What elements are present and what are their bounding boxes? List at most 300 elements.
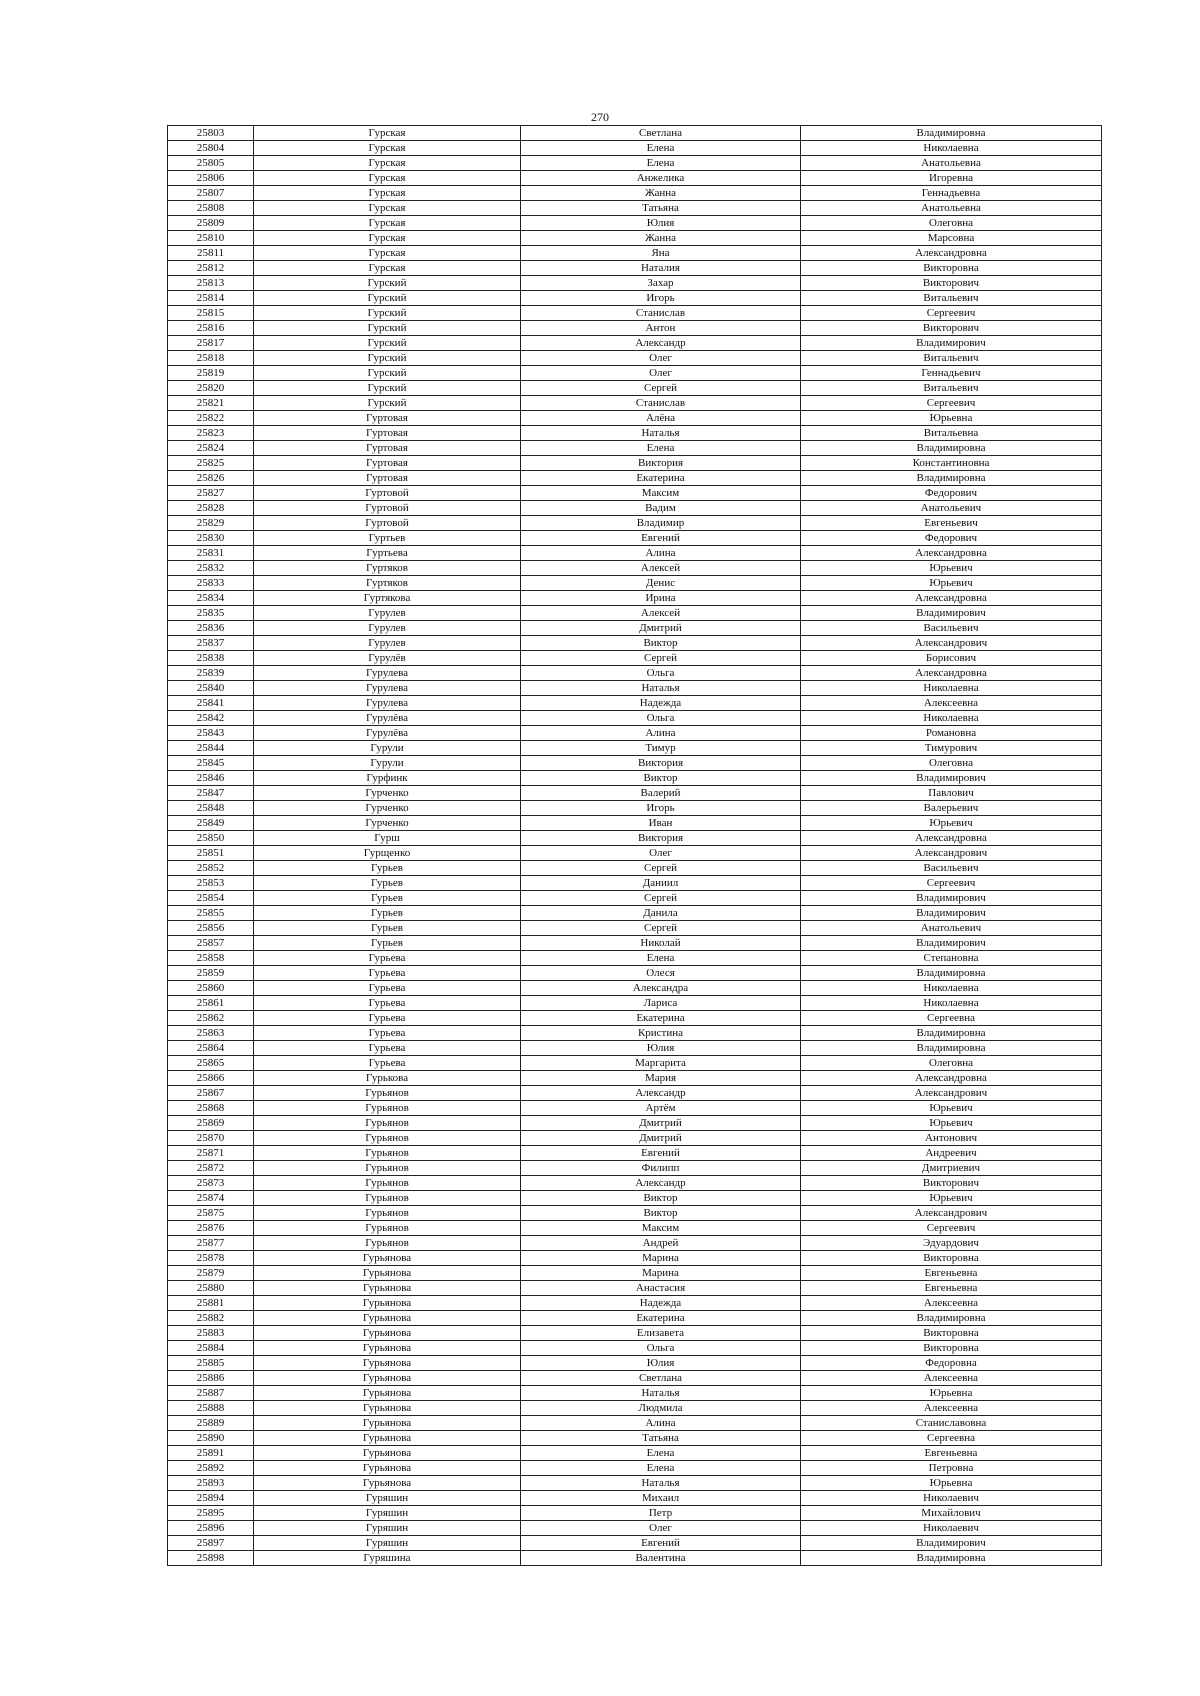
table-row: [168, 531, 1102, 546]
patronymic-cell: Сергеевич: [801, 396, 1102, 411]
table-row: [168, 816, 1102, 831]
table-row: [168, 201, 1102, 216]
surname-cell: Гурьева: [254, 966, 521, 981]
surname-cell: Гурулёва: [254, 711, 521, 726]
record-number-cell: 25854: [168, 891, 254, 906]
first-name-cell: Виктор: [521, 1191, 801, 1206]
table-row: [168, 711, 1102, 726]
first-name-cell: Олеся: [521, 966, 801, 981]
surname-cell: Гурская: [254, 261, 521, 276]
record-number-cell: 25803: [168, 126, 254, 141]
surname-cell: Гуртовая: [254, 441, 521, 456]
patronymic-cell: Александровна: [801, 546, 1102, 561]
table-row: [168, 921, 1102, 936]
patronymic-cell: Владимировна: [801, 471, 1102, 486]
first-name-cell: Олег: [521, 846, 801, 861]
patronymic-cell: Геннадьевич: [801, 366, 1102, 381]
first-name-cell: Валентина: [521, 1551, 801, 1566]
first-name-cell: Яна: [521, 246, 801, 261]
surname-cell: Гурьянов: [254, 1176, 521, 1191]
patronymic-cell: Юрьевна: [801, 1386, 1102, 1401]
record-number-cell: 25833: [168, 576, 254, 591]
surname-cell: Гуртовая: [254, 471, 521, 486]
record-number-cell: 25839: [168, 666, 254, 681]
surname-cell: Гурьева: [254, 996, 521, 1011]
patronymic-cell: Евгеньевна: [801, 1446, 1102, 1461]
first-name-cell: Олег: [521, 1521, 801, 1536]
surname-cell: Гурьянова: [254, 1296, 521, 1311]
table-row: [168, 261, 1102, 276]
first-name-cell: Данила: [521, 906, 801, 921]
surname-cell: Гурьянова: [254, 1446, 521, 1461]
record-number-cell: 25827: [168, 486, 254, 501]
first-name-cell: Алина: [521, 1416, 801, 1431]
patronymic-cell: Федоровна: [801, 1356, 1102, 1371]
first-name-cell: Андрей: [521, 1236, 801, 1251]
surname-cell: Гурулева: [254, 681, 521, 696]
patronymic-cell: Александровна: [801, 666, 1102, 681]
first-name-cell: Дмитрий: [521, 1116, 801, 1131]
table-row: [168, 1146, 1102, 1161]
record-number-cell: 25864: [168, 1041, 254, 1056]
first-name-cell: Светлана: [521, 1371, 801, 1386]
surname-cell: Гурфинк: [254, 771, 521, 786]
surname-cell: Гурская: [254, 141, 521, 156]
patronymic-cell: Николаевна: [801, 996, 1102, 1011]
patronymic-cell: Александровна: [801, 591, 1102, 606]
patronymic-cell: Степановна: [801, 951, 1102, 966]
patronymic-cell: Эдуардович: [801, 1236, 1102, 1251]
table-row: [168, 861, 1102, 876]
surname-cell: Гурули: [254, 756, 521, 771]
table-row: [168, 126, 1102, 141]
surname-cell: Гурьянов: [254, 1116, 521, 1131]
first-name-cell: Виктор: [521, 636, 801, 651]
table-row: [168, 216, 1102, 231]
first-name-cell: Даниил: [521, 876, 801, 891]
record-number-cell: 25892: [168, 1461, 254, 1476]
first-name-cell: Анжелика: [521, 171, 801, 186]
table-row: [168, 396, 1102, 411]
patronymic-cell: Александрович: [801, 846, 1102, 861]
record-number-cell: 25891: [168, 1446, 254, 1461]
table-row: [168, 1296, 1102, 1311]
surname-cell: Гуртовая: [254, 411, 521, 426]
record-number-cell: 25847: [168, 786, 254, 801]
surname-cell: Гурьянова: [254, 1266, 521, 1281]
record-number-cell: 25813: [168, 276, 254, 291]
patronymic-cell: Олеговна: [801, 216, 1102, 231]
surname-cell: Гурьев: [254, 906, 521, 921]
surname-cell: Гурьева: [254, 1041, 521, 1056]
record-number-cell: 25837: [168, 636, 254, 651]
first-name-cell: Александр: [521, 1086, 801, 1101]
record-number-cell: 25867: [168, 1086, 254, 1101]
surname-cell: Гурская: [254, 246, 521, 261]
table-row: [168, 1071, 1102, 1086]
surname-cell: Гурский: [254, 336, 521, 351]
patronymic-cell: Марсовна: [801, 231, 1102, 246]
record-number-cell: 25889: [168, 1416, 254, 1431]
patronymic-cell: Николаевна: [801, 681, 1102, 696]
first-name-cell: Виктор: [521, 1206, 801, 1221]
patronymic-cell: Юрьевич: [801, 1101, 1102, 1116]
surname-cell: Гурьянова: [254, 1251, 521, 1266]
first-name-cell: Станислав: [521, 396, 801, 411]
surname-cell: Гурьева: [254, 1056, 521, 1071]
patronymic-cell: Юрьевич: [801, 1191, 1102, 1206]
first-name-cell: Виктория: [521, 831, 801, 846]
patronymic-cell: Юрьевна: [801, 1476, 1102, 1491]
surname-cell: Гурьянова: [254, 1281, 521, 1296]
record-number-cell: 25840: [168, 681, 254, 696]
surname-cell: Гурулев: [254, 636, 521, 651]
record-number-cell: 25898: [168, 1551, 254, 1566]
table-row: [168, 561, 1102, 576]
patronymic-cell: Владимирович: [801, 1536, 1102, 1551]
first-name-cell: Сергей: [521, 861, 801, 876]
record-number-cell: 25842: [168, 711, 254, 726]
patronymic-cell: Александровна: [801, 831, 1102, 846]
first-name-cell: Александра: [521, 981, 801, 996]
record-number-cell: 25809: [168, 216, 254, 231]
table-row: [168, 726, 1102, 741]
surname-cell: Гурьянова: [254, 1416, 521, 1431]
first-name-cell: Михаил: [521, 1491, 801, 1506]
record-number-cell: 25869: [168, 1116, 254, 1131]
record-number-cell: 25886: [168, 1371, 254, 1386]
record-number-cell: 25817: [168, 336, 254, 351]
patronymic-cell: Александровна: [801, 246, 1102, 261]
patronymic-cell: Сергеевич: [801, 306, 1102, 321]
patronymic-cell: Александрович: [801, 636, 1102, 651]
surname-cell: Гурьев: [254, 891, 521, 906]
surname-cell: Гурьянов: [254, 1131, 521, 1146]
record-number-cell: 25857: [168, 936, 254, 951]
patronymic-cell: Игоревна: [801, 171, 1102, 186]
patronymic-cell: Владимировна: [801, 1026, 1102, 1041]
record-number-cell: 25841: [168, 696, 254, 711]
first-name-cell: Юлия: [521, 1041, 801, 1056]
surname-cell: Гурьева: [254, 951, 521, 966]
patronymic-cell: Витальевич: [801, 351, 1102, 366]
first-name-cell: Людмила: [521, 1401, 801, 1416]
record-number-cell: 25863: [168, 1026, 254, 1041]
table-row: [168, 876, 1102, 891]
patronymic-cell: Дмитриевич: [801, 1161, 1102, 1176]
table-row: [168, 381, 1102, 396]
table-row: [168, 411, 1102, 426]
first-name-cell: Елена: [521, 951, 801, 966]
table-row: [168, 831, 1102, 846]
record-number-cell: 25831: [168, 546, 254, 561]
table-row: [168, 171, 1102, 186]
table-row: [168, 366, 1102, 381]
surname-cell: Гурская: [254, 156, 521, 171]
patronymic-cell: Николаевич: [801, 1521, 1102, 1536]
surname-cell: Гурьянов: [254, 1221, 521, 1236]
table-row: [168, 486, 1102, 501]
record-number-cell: 25896: [168, 1521, 254, 1536]
patronymic-cell: Николаевна: [801, 981, 1102, 996]
first-name-cell: Валерий: [521, 786, 801, 801]
record-number-cell: 25820: [168, 381, 254, 396]
surname-cell: Гурьянов: [254, 1161, 521, 1176]
patronymic-cell: Викторович: [801, 1176, 1102, 1191]
record-number-cell: 25895: [168, 1506, 254, 1521]
surname-cell: Гурьянов: [254, 1101, 521, 1116]
patronymic-cell: Евгеньевна: [801, 1281, 1102, 1296]
surname-cell: Гуртяков: [254, 576, 521, 591]
record-number-cell: 25849: [168, 816, 254, 831]
first-name-cell: Жанна: [521, 231, 801, 246]
record-number-cell: 25858: [168, 951, 254, 966]
patronymic-cell: Михайлович: [801, 1506, 1102, 1521]
record-number-cell: 25836: [168, 621, 254, 636]
patronymic-cell: Анатольевич: [801, 501, 1102, 516]
table-row: [168, 336, 1102, 351]
surname-cell: Гурченко: [254, 786, 521, 801]
first-name-cell: Сергей: [521, 891, 801, 906]
patronymic-cell: Викторович: [801, 276, 1102, 291]
first-name-cell: Станислав: [521, 306, 801, 321]
first-name-cell: Елена: [521, 141, 801, 156]
table-row: [168, 681, 1102, 696]
patronymic-cell: Анатольевна: [801, 201, 1102, 216]
table-row: [168, 936, 1102, 951]
patronymic-cell: Владимировна: [801, 126, 1102, 141]
patronymic-cell: Олеговна: [801, 756, 1102, 771]
table-row: [168, 636, 1102, 651]
record-number-cell: 25893: [168, 1476, 254, 1491]
table-row: [168, 276, 1102, 291]
patronymic-cell: Николаевна: [801, 141, 1102, 156]
first-name-cell: Анастасия: [521, 1281, 801, 1296]
surname-cell: Гурьянова: [254, 1461, 521, 1476]
surname-cell: Гуряшин: [254, 1491, 521, 1506]
surname-cell: Гурьева: [254, 1026, 521, 1041]
patronymic-cell: Евгеньевна: [801, 1266, 1102, 1281]
table-row: [168, 801, 1102, 816]
table-row: [168, 1356, 1102, 1371]
first-name-cell: Алексей: [521, 606, 801, 621]
patronymic-cell: Константиновна: [801, 456, 1102, 471]
table-row: [168, 666, 1102, 681]
first-name-cell: Алёна: [521, 411, 801, 426]
patronymic-cell: Сергеевна: [801, 1011, 1102, 1026]
surname-cell: Гурулёва: [254, 726, 521, 741]
first-name-cell: Кристина: [521, 1026, 801, 1041]
table-row: [168, 1116, 1102, 1131]
table-row: [168, 1011, 1102, 1026]
first-name-cell: Алина: [521, 546, 801, 561]
first-name-cell: Ольга: [521, 711, 801, 726]
record-number-cell: 25883: [168, 1326, 254, 1341]
surname-cell: Гурская: [254, 231, 521, 246]
table-row: [168, 1041, 1102, 1056]
first-name-cell: Лариса: [521, 996, 801, 1011]
patronymic-cell: Сергеевич: [801, 1221, 1102, 1236]
record-number-cell: 25872: [168, 1161, 254, 1176]
patronymic-cell: Петровна: [801, 1461, 1102, 1476]
patronymic-cell: Николаевич: [801, 1491, 1102, 1506]
table-row: [168, 576, 1102, 591]
record-number-cell: 25897: [168, 1536, 254, 1551]
record-number-cell: 25859: [168, 966, 254, 981]
patronymic-cell: Владимировна: [801, 1311, 1102, 1326]
first-name-cell: Виктор: [521, 771, 801, 786]
record-number-cell: 25832: [168, 561, 254, 576]
table-row: [168, 246, 1102, 261]
first-name-cell: Ирина: [521, 591, 801, 606]
surname-cell: Гурьева: [254, 1011, 521, 1026]
table-row: [168, 621, 1102, 636]
record-number-cell: 25816: [168, 321, 254, 336]
first-name-cell: Максим: [521, 486, 801, 501]
surname-cell: Гурьев: [254, 861, 521, 876]
table-row: [168, 231, 1102, 246]
first-name-cell: Захар: [521, 276, 801, 291]
first-name-cell: Александр: [521, 336, 801, 351]
table-row: [168, 996, 1102, 1011]
patronymic-cell: Юрьевич: [801, 561, 1102, 576]
record-number-cell: 25894: [168, 1491, 254, 1506]
surname-cell: Гурьянова: [254, 1341, 521, 1356]
record-number-cell: 25853: [168, 876, 254, 891]
patronymic-cell: Васильевич: [801, 621, 1102, 636]
surname-cell: Гуртовая: [254, 456, 521, 471]
record-number-cell: 25871: [168, 1146, 254, 1161]
first-name-cell: Алексей: [521, 561, 801, 576]
record-number-cell: 25844: [168, 741, 254, 756]
record-number-cell: 25835: [168, 606, 254, 621]
first-name-cell: Елена: [521, 441, 801, 456]
record-number-cell: 25805: [168, 156, 254, 171]
surname-cell: Гурьянова: [254, 1476, 521, 1491]
patronymic-cell: Владимирович: [801, 891, 1102, 906]
surname-cell: Гурьянова: [254, 1326, 521, 1341]
record-number-cell: 25885: [168, 1356, 254, 1371]
first-name-cell: Марина: [521, 1251, 801, 1266]
table-row: [168, 141, 1102, 156]
table-row: [168, 1371, 1102, 1386]
first-name-cell: Мария: [521, 1071, 801, 1086]
surname-cell: Гурулев: [254, 606, 521, 621]
table-row: [168, 1401, 1102, 1416]
table-row: [168, 651, 1102, 666]
first-name-cell: Жанна: [521, 186, 801, 201]
table-row: [168, 1101, 1102, 1116]
patronymic-cell: Юрьевич: [801, 576, 1102, 591]
record-number-cell: 25804: [168, 141, 254, 156]
record-number-cell: 25852: [168, 861, 254, 876]
first-name-cell: Евгений: [521, 531, 801, 546]
table-row: [168, 1251, 1102, 1266]
table-row: [168, 426, 1102, 441]
first-name-cell: Алина: [521, 726, 801, 741]
surname-cell: Гурулева: [254, 666, 521, 681]
patronymic-cell: Владимировна: [801, 1551, 1102, 1566]
record-number-cell: 25876: [168, 1221, 254, 1236]
surname-cell: Гуряшина: [254, 1551, 521, 1566]
surname-cell: Гурченко: [254, 816, 521, 831]
surname-cell: Гурьянов: [254, 1236, 521, 1251]
patronymic-cell: Сергеевич: [801, 876, 1102, 891]
surname-cell: Гурьянова: [254, 1431, 521, 1446]
first-name-cell: Антон: [521, 321, 801, 336]
surname-cell: Гурский: [254, 276, 521, 291]
record-number-cell: 25815: [168, 306, 254, 321]
surname-cell: Гуряшин: [254, 1521, 521, 1536]
record-number-cell: 25814: [168, 291, 254, 306]
table-row: [168, 756, 1102, 771]
first-name-cell: Надежда: [521, 696, 801, 711]
table-row: [168, 1221, 1102, 1236]
record-number-cell: 25881: [168, 1296, 254, 1311]
record-number-cell: 25851: [168, 846, 254, 861]
table-row: [168, 1086, 1102, 1101]
surname-cell: Гурьянов: [254, 1086, 521, 1101]
surname-cell: Гурский: [254, 351, 521, 366]
record-number-cell: 25821: [168, 396, 254, 411]
record-number-cell: 25843: [168, 726, 254, 741]
record-number-cell: 25834: [168, 591, 254, 606]
patronymic-cell: Юрьевич: [801, 816, 1102, 831]
table-row: [168, 1431, 1102, 1446]
table-row: [168, 606, 1102, 621]
first-name-cell: Иван: [521, 816, 801, 831]
first-name-cell: Татьяна: [521, 201, 801, 216]
record-number-cell: 25812: [168, 261, 254, 276]
surname-cell: Гурьянов: [254, 1146, 521, 1161]
surname-cell: Гурщенко: [254, 846, 521, 861]
first-name-cell: Наталья: [521, 1476, 801, 1491]
surname-cell: Гуртьева: [254, 546, 521, 561]
table-row: [168, 186, 1102, 201]
first-name-cell: Сергей: [521, 651, 801, 666]
surname-cell: Гурский: [254, 396, 521, 411]
record-number-cell: 25823: [168, 426, 254, 441]
patronymic-cell: Тимурович: [801, 741, 1102, 756]
surname-cell: Гурьянова: [254, 1371, 521, 1386]
surname-cell: Гурьянова: [254, 1311, 521, 1326]
table-row: [168, 1491, 1102, 1506]
patronymic-cell: Борисович: [801, 651, 1102, 666]
surname-cell: Гурулева: [254, 696, 521, 711]
patronymic-cell: Николаевна: [801, 711, 1102, 726]
table-row: [168, 1131, 1102, 1146]
first-name-cell: Сергей: [521, 921, 801, 936]
table-row: [168, 1236, 1102, 1251]
surname-cell: Гуртяков: [254, 561, 521, 576]
patronymic-cell: Алексеевна: [801, 1401, 1102, 1416]
first-name-cell: Елена: [521, 156, 801, 171]
patronymic-cell: Владимирович: [801, 606, 1102, 621]
first-name-cell: Олег: [521, 351, 801, 366]
first-name-cell: Екатерина: [521, 471, 801, 486]
patronymic-cell: Витальевна: [801, 426, 1102, 441]
table-row: [168, 1446, 1102, 1461]
first-name-cell: Тимур: [521, 741, 801, 756]
record-number-cell: 25887: [168, 1386, 254, 1401]
table-row: [168, 1461, 1102, 1476]
patronymic-cell: Владимировна: [801, 966, 1102, 981]
first-name-cell: Евгений: [521, 1146, 801, 1161]
first-name-cell: Елизавета: [521, 1326, 801, 1341]
table-row: [168, 1161, 1102, 1176]
table-row: [168, 1281, 1102, 1296]
record-number-cell: 25808: [168, 201, 254, 216]
